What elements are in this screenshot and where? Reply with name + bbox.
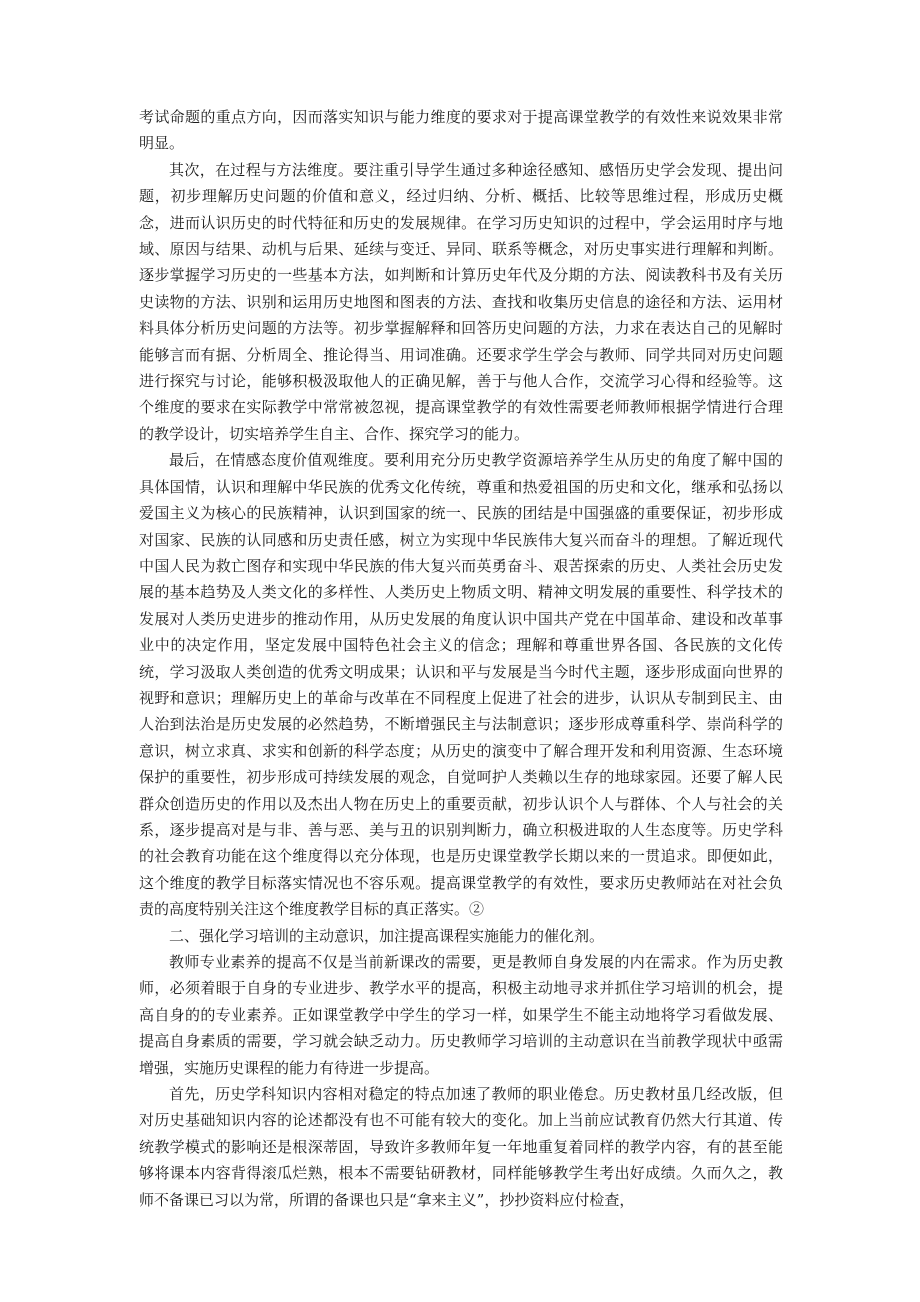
paragraph-continuation: 考试命题的重点方向，因而落实知识与能力维度的要求对于提高课堂教学的有效性来说效果非常明显。 bbox=[139, 108, 783, 153]
paragraph-job-burnout: 首先，历史学科知识内容相对稳定的特点加速了教师的职业倦怠。历史教材虽几经改版，但对历史基础知识内容的论述都没有也不可能有较大的变化。加上当前应试教育仍然大行其道、传统教学模式的影响还是根深蒂固，导致许多教师年复一年地重复着同样的教学内容，有的甚至能够将课本内容背得滚瓜烂熟，根本不需要钻研教材，同样能够教学生考出好成绩。久而久之，教师不备课已习以为常，所谓的备课也只是“拿来主义”，抄抄资料应付检查， bbox=[139, 1085, 783, 1209]
document-body bbox=[139, 104, 783, 1213]
paragraph-professional-quality: 教师专业素养的提高不仅是当前新课改的需要，更是教师自身发展的内在需求。作为历史教师，必须着眼于自身的专业进步、教学水平的提高，积极主动地寻求并抓住学习培训的机会，提高自身的的专业素养。正如课堂教学中学生的学习一样，如果学生不能主动地将学习看做发展、提高自身素质的需要，学习就会缺乏动力。历史教师学习培训的主动意识在当前教学现状中亟需增强，实施历史课程的能力有待进一步提高。 bbox=[139, 953, 783, 1077]
section-heading-training: 二、强化学习培训的主动意识，加注提高课程实施能力的催化剂。 bbox=[169, 926, 605, 945]
paragraph-process-method: 其次，在过程与方法维度。要注重引导学生通过多种途径感知、感悟历史学会发现、提出问题，初步理解历史问题的价值和意义，经过归纳、分析、概括、比较等思维过程，形成历史概念，进而认识历史的时代特征和历史的发展规律。在学习历史知识的过程中，学会运用时序与地域、原因与结果、动机与后果、延续与变迁、异同、联系等概念，对历史事实进行理解和判断。逐步掌握学习历史的一些基本方法，如判断和计算历史年代及分期的方法、阅读教科书及有关历史读物的方法、识别和运用历史地图和图表的方法、查找和收集历史信息的途径和方法、运用材料具体分析历史问题的方法等。初步掌握解释和回答历史问题的方法，力求在表达自己的见解时能够言而有据、分析周全、推论得当、用词准确。还要求学生学会与教师、同学共同对历史问题进行探究与讨论，能够积极汲取他人的正确见解，善于与他人合作，交流学习心得和经验等。这个维度的要求在实际教学中常常被忽视，提高课堂教学的有效性需要老师教师根据学情进行合理的教学设计，切实培养学生自主、合作、探究学习的能力。 bbox=[139, 160, 783, 443]
paragraph-emotion-values: 最后，在情感态度价值观维度。要利用充分历史教学资源培养学生从历史的角度了解中国的具体国情，认识和理解中华民族的优秀文化传统，尊重和热爱祖国的历史和文化，继承和弘扬以爱国主义为核心的民族精神，认识到国家的统一、民族的团结是中国强盛的重要保证，初步形成对国家、民族的认同感和历史责任感，树立为实现中华民族伟大复兴而奋斗的理想。了解近现代中国人民为救亡图存和实现中华民族的伟大复兴而英勇奋斗、艰苦探索的历史、人类社会历史发展的基本趋势及人类文化的多样性、人类历史上物质文明、精神文明发展的重要性、科学技术的发展对人类历史进步的推动作用，从历史发展的角度认识中国共产党在中国革命、建设和改革事业中的决定作用，坚定发展中国特色社会主义的信念；理解和尊重世界各国、各民族的文化传统，学习汲取人类创造的优秀文明成果；认识和平与发展是当今时代主题，逐步形成面向世界的视野和意识；理解历史上的革命与改革在不同程度上促进了社会的进步，认识从专制到民主、由人治到法治是历史发展的必然趋势，不断增强民主与法制意识；逐步形成尊重科学、崇尚科学的意识，树立求真、求实和创新的科学态度；从历史的演变中了解合理开发和利用资源、生态环境保护的重要性，初步形成可持续发展的观念，自觉呵护人类赖以生存的地球家园。还要了解人民群众创造历史的作用以及杰出人物在历史上的重要贡献，初步认识个人与群体、个人与社会的关系，逐步提高对是与非、善与恶、美与丑的识别判断力，确立积极进取的人生态度等。历史学科的社会教育功能在这个维度得以充分体现，也是历史课堂教学长期以来的一贯追求。即便如此，这个维度的教学目标落实情况也不容乐观。提高课堂教学的有效性，要求历史教师站在对社会负责的高度特别关注这个维度教学目标的真正落实。② bbox=[139, 451, 783, 919]
